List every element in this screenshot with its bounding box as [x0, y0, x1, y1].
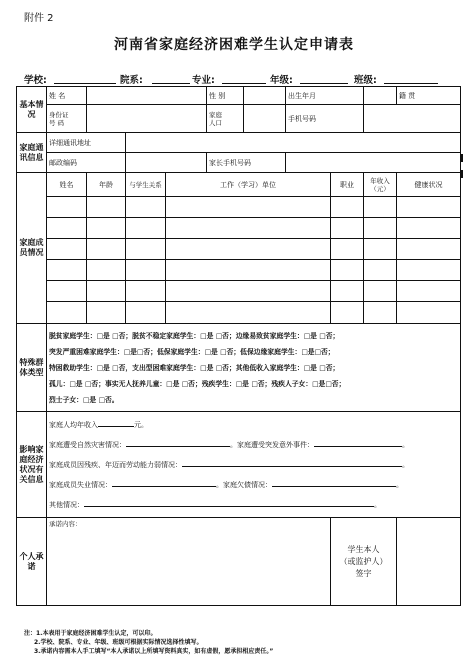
special-options[interactable] — [47, 324, 461, 412]
member-cell[interactable] — [87, 197, 126, 218]
attachment-label: 附件 2 — [24, 13, 54, 24]
member-row — [17, 239, 461, 260]
disability-period: 。 — [402, 460, 409, 469]
id-number-cell[interactable] — [87, 105, 207, 133]
member-cell[interactable] — [364, 302, 397, 324]
impact-section-label: 影响家庭经济状况有关信息 — [17, 412, 47, 518]
debt-period: 。 — [396, 480, 403, 489]
members-header-relation: 与学生关系 — [126, 173, 166, 197]
members-section-label: 家庭成员情况 — [17, 173, 47, 324]
margin-mark — [461, 154, 463, 162]
impact-income-line — [49, 415, 458, 435]
member-cell[interactable] — [331, 281, 364, 302]
birth-cell[interactable] — [364, 87, 397, 105]
phone-label: 手机号码 — [286, 105, 364, 133]
members-header-name: 姓名 — [47, 173, 87, 197]
member-cell[interactable] — [364, 281, 397, 302]
major-field[interactable] — [222, 72, 266, 84]
signature-label-line3: 签字 — [355, 568, 372, 578]
form-title: 河南省家庭经济困难学生认定申请表 — [114, 37, 354, 53]
signature-label-line2: （或监护人） — [339, 556, 388, 566]
income-label: 家庭人均年收入 — [49, 420, 98, 429]
gender-cell[interactable] — [244, 87, 286, 105]
signature-label-line1: 学生本人 — [347, 544, 380, 554]
member-cell[interactable] — [87, 302, 126, 324]
accident-field[interactable] — [314, 438, 402, 447]
margin-mark — [461, 170, 463, 178]
special-row — [17, 324, 461, 412]
address-label: 详细通讯地址 — [47, 133, 126, 153]
class-field[interactable] — [384, 72, 438, 84]
debt-label: 。家庭欠债情况： — [216, 480, 272, 489]
grade-field[interactable] — [300, 72, 348, 84]
parent-phone-cell[interactable] — [286, 153, 461, 173]
member-cell[interactable] — [397, 281, 461, 302]
household-cell[interactable] — [244, 105, 286, 133]
household-label — [207, 105, 244, 133]
basic-row-1 — [17, 87, 461, 105]
member-cell[interactable] — [364, 260, 397, 281]
special-line: 孤儿：□是 □否；事实无人抚养儿童：□是 □否；残疾学生：□是 □否；残疾人子女：□是□否； — [49, 379, 346, 388]
member-row — [17, 260, 461, 281]
postcode-cell[interactable] — [126, 153, 207, 173]
accident-label: 。家庭遭受突发意外事件： — [230, 440, 314, 449]
member-row — [17, 302, 461, 324]
household-label-line1: 家庭 — [209, 110, 223, 119]
notes — [24, 629, 273, 656]
disability-field[interactable] — [182, 458, 402, 467]
impact-other-line — [49, 495, 458, 515]
name-cell[interactable] — [87, 87, 207, 105]
member-cell[interactable] — [166, 197, 331, 218]
member-cell[interactable] — [87, 218, 126, 239]
member-cell[interactable] — [397, 197, 461, 218]
member-row — [17, 281, 461, 302]
id-number-label — [47, 105, 87, 133]
special-line: 脱贫家庭学生：□是 □否；脱贫不稳定家庭学生：□是 □否；边缘易致贫家庭学生：□是 □否； — [49, 331, 340, 340]
member-cell[interactable] — [397, 239, 461, 260]
accident-period: 。 — [402, 440, 409, 449]
member-cell[interactable] — [397, 260, 461, 281]
major-label: 专业: — [192, 75, 215, 86]
gender-label: 性 别 — [207, 87, 244, 105]
disability-label: 家庭成员因残疾、年迈而劳动能力弱情况： — [49, 460, 182, 469]
impact-row — [17, 412, 461, 518]
school-field[interactable] — [54, 72, 116, 84]
name-label: 姓 名 — [47, 87, 87, 105]
address-cell[interactable] — [126, 133, 461, 153]
member-cell[interactable] — [331, 302, 364, 324]
unemployment-label: 家庭成员失业情况： — [49, 480, 112, 489]
signature-cell[interactable] — [397, 518, 461, 606]
members-header-age: 年龄 — [87, 173, 126, 197]
note-line: 注：1.本表用于家庭经济困难学生认定，可以印。 — [24, 630, 157, 637]
other-period: 。 — [374, 500, 381, 509]
member-cell[interactable] — [331, 218, 364, 239]
postcode-label: 邮政编码 — [47, 153, 126, 173]
commitment-row — [17, 518, 461, 606]
impact-disaster-line — [49, 435, 458, 455]
student-info-line — [24, 72, 440, 86]
application-table — [16, 86, 461, 606]
member-cell[interactable] — [331, 197, 364, 218]
member-cell[interactable] — [126, 239, 166, 260]
id-number-label-line1: 身份证 — [49, 110, 69, 119]
member-cell[interactable] — [166, 302, 331, 324]
commitment-content-label: 承诺内容： — [49, 520, 82, 528]
contact-row-1 — [17, 133, 461, 153]
contact-section-label: 家庭通讯信息 — [17, 133, 47, 173]
household-label-line2: 人口 — [209, 118, 223, 127]
member-cell[interactable] — [364, 218, 397, 239]
class-label: 班级: — [354, 75, 377, 86]
members-header-workplace: 工作（学习）单位 — [166, 173, 331, 197]
member-cell[interactable] — [331, 239, 364, 260]
signature-label — [331, 518, 397, 606]
member-cell[interactable] — [47, 218, 87, 239]
member-cell[interactable] — [166, 218, 331, 239]
member-cell[interactable] — [126, 281, 166, 302]
member-cell[interactable] — [47, 197, 87, 218]
commitment-section-label: 个人承诺 — [17, 518, 47, 606]
income-field[interactable] — [98, 418, 134, 427]
member-cell[interactable] — [397, 218, 461, 239]
contact-row-2 — [17, 153, 461, 173]
school-label: 学校: — [24, 75, 47, 86]
basic-row-2 — [17, 105, 461, 133]
basic-section-label: 基本情况 — [17, 87, 47, 133]
member-cell[interactable] — [87, 239, 126, 260]
member-cell[interactable] — [397, 302, 461, 324]
members-header-row — [17, 173, 461, 197]
disaster-label: 家庭遭受自然灾害情况： — [49, 440, 126, 449]
other-label: 其他情况： — [49, 500, 84, 509]
special-line: 突发严重困难家庭学生：□是□否；低保家庭学生：□是 □否；低保边缘家庭学生：□是□否； — [49, 347, 335, 356]
member-cell[interactable] — [331, 260, 364, 281]
member-cell[interactable] — [166, 239, 331, 260]
grade-label: 年级: — [270, 75, 293, 86]
members-header-income: 年收入（元） — [364, 173, 397, 197]
member-row — [17, 218, 461, 239]
member-cell[interactable] — [87, 260, 126, 281]
birth-label: 出生年月 — [286, 87, 364, 105]
impact-disability-line — [49, 455, 458, 475]
member-cell[interactable] — [126, 302, 166, 324]
note-line: 3.承诺内容需本人手工填写“本人承诺以上所填写资料真实，如有虚假，愿承担相应责任。” — [34, 648, 274, 655]
impact-fields — [47, 412, 461, 518]
parent-phone-label: 家长手机号码 — [207, 153, 286, 173]
note-line: 2.学校、院系、专业、年级、班级可根据实际情况选择性填写。 — [34, 639, 203, 646]
members-header-health: 健康状况 — [397, 173, 461, 197]
special-line: 烈士子女：□是 □否。 — [49, 395, 119, 404]
unemployment-field[interactable] — [112, 478, 216, 487]
other-field[interactable] — [84, 498, 374, 507]
commitment-content[interactable] — [47, 518, 331, 606]
native-label-text: 籍 贯 — [399, 91, 416, 100]
native-label — [397, 87, 461, 105]
member-cell[interactable] — [126, 197, 166, 218]
member-cell[interactable] — [364, 239, 397, 260]
member-cell[interactable] — [47, 302, 87, 324]
member-cell[interactable] — [47, 260, 87, 281]
income-unit: 元。 — [134, 420, 148, 429]
disaster-field[interactable] — [126, 438, 230, 447]
member-row — [17, 197, 461, 218]
member-cell[interactable] — [126, 218, 166, 239]
department-field[interactable] — [152, 72, 190, 84]
member-cell[interactable] — [166, 260, 331, 281]
department-label: 院系: — [120, 75, 143, 86]
id-number-label-line2: 号 码 — [49, 118, 65, 127]
impact-unemployment-line — [49, 475, 458, 495]
member-cell[interactable] — [364, 197, 397, 218]
member-cell[interactable] — [126, 260, 166, 281]
member-cell[interactable] — [166, 281, 331, 302]
member-cell[interactable] — [47, 239, 87, 260]
member-cell[interactable] — [87, 281, 126, 302]
debt-field[interactable] — [272, 478, 396, 487]
member-cell[interactable] — [47, 281, 87, 302]
members-header-occupation: 职业 — [331, 173, 364, 197]
phone-cell[interactable] — [364, 105, 461, 133]
special-section-label: 特殊群体类型 — [17, 324, 47, 412]
special-line: 特困救助学生：□是 □否，支出型困难家庭学生：□是 □否；其他低收入家庭学生：□是 □否； — [49, 363, 340, 372]
